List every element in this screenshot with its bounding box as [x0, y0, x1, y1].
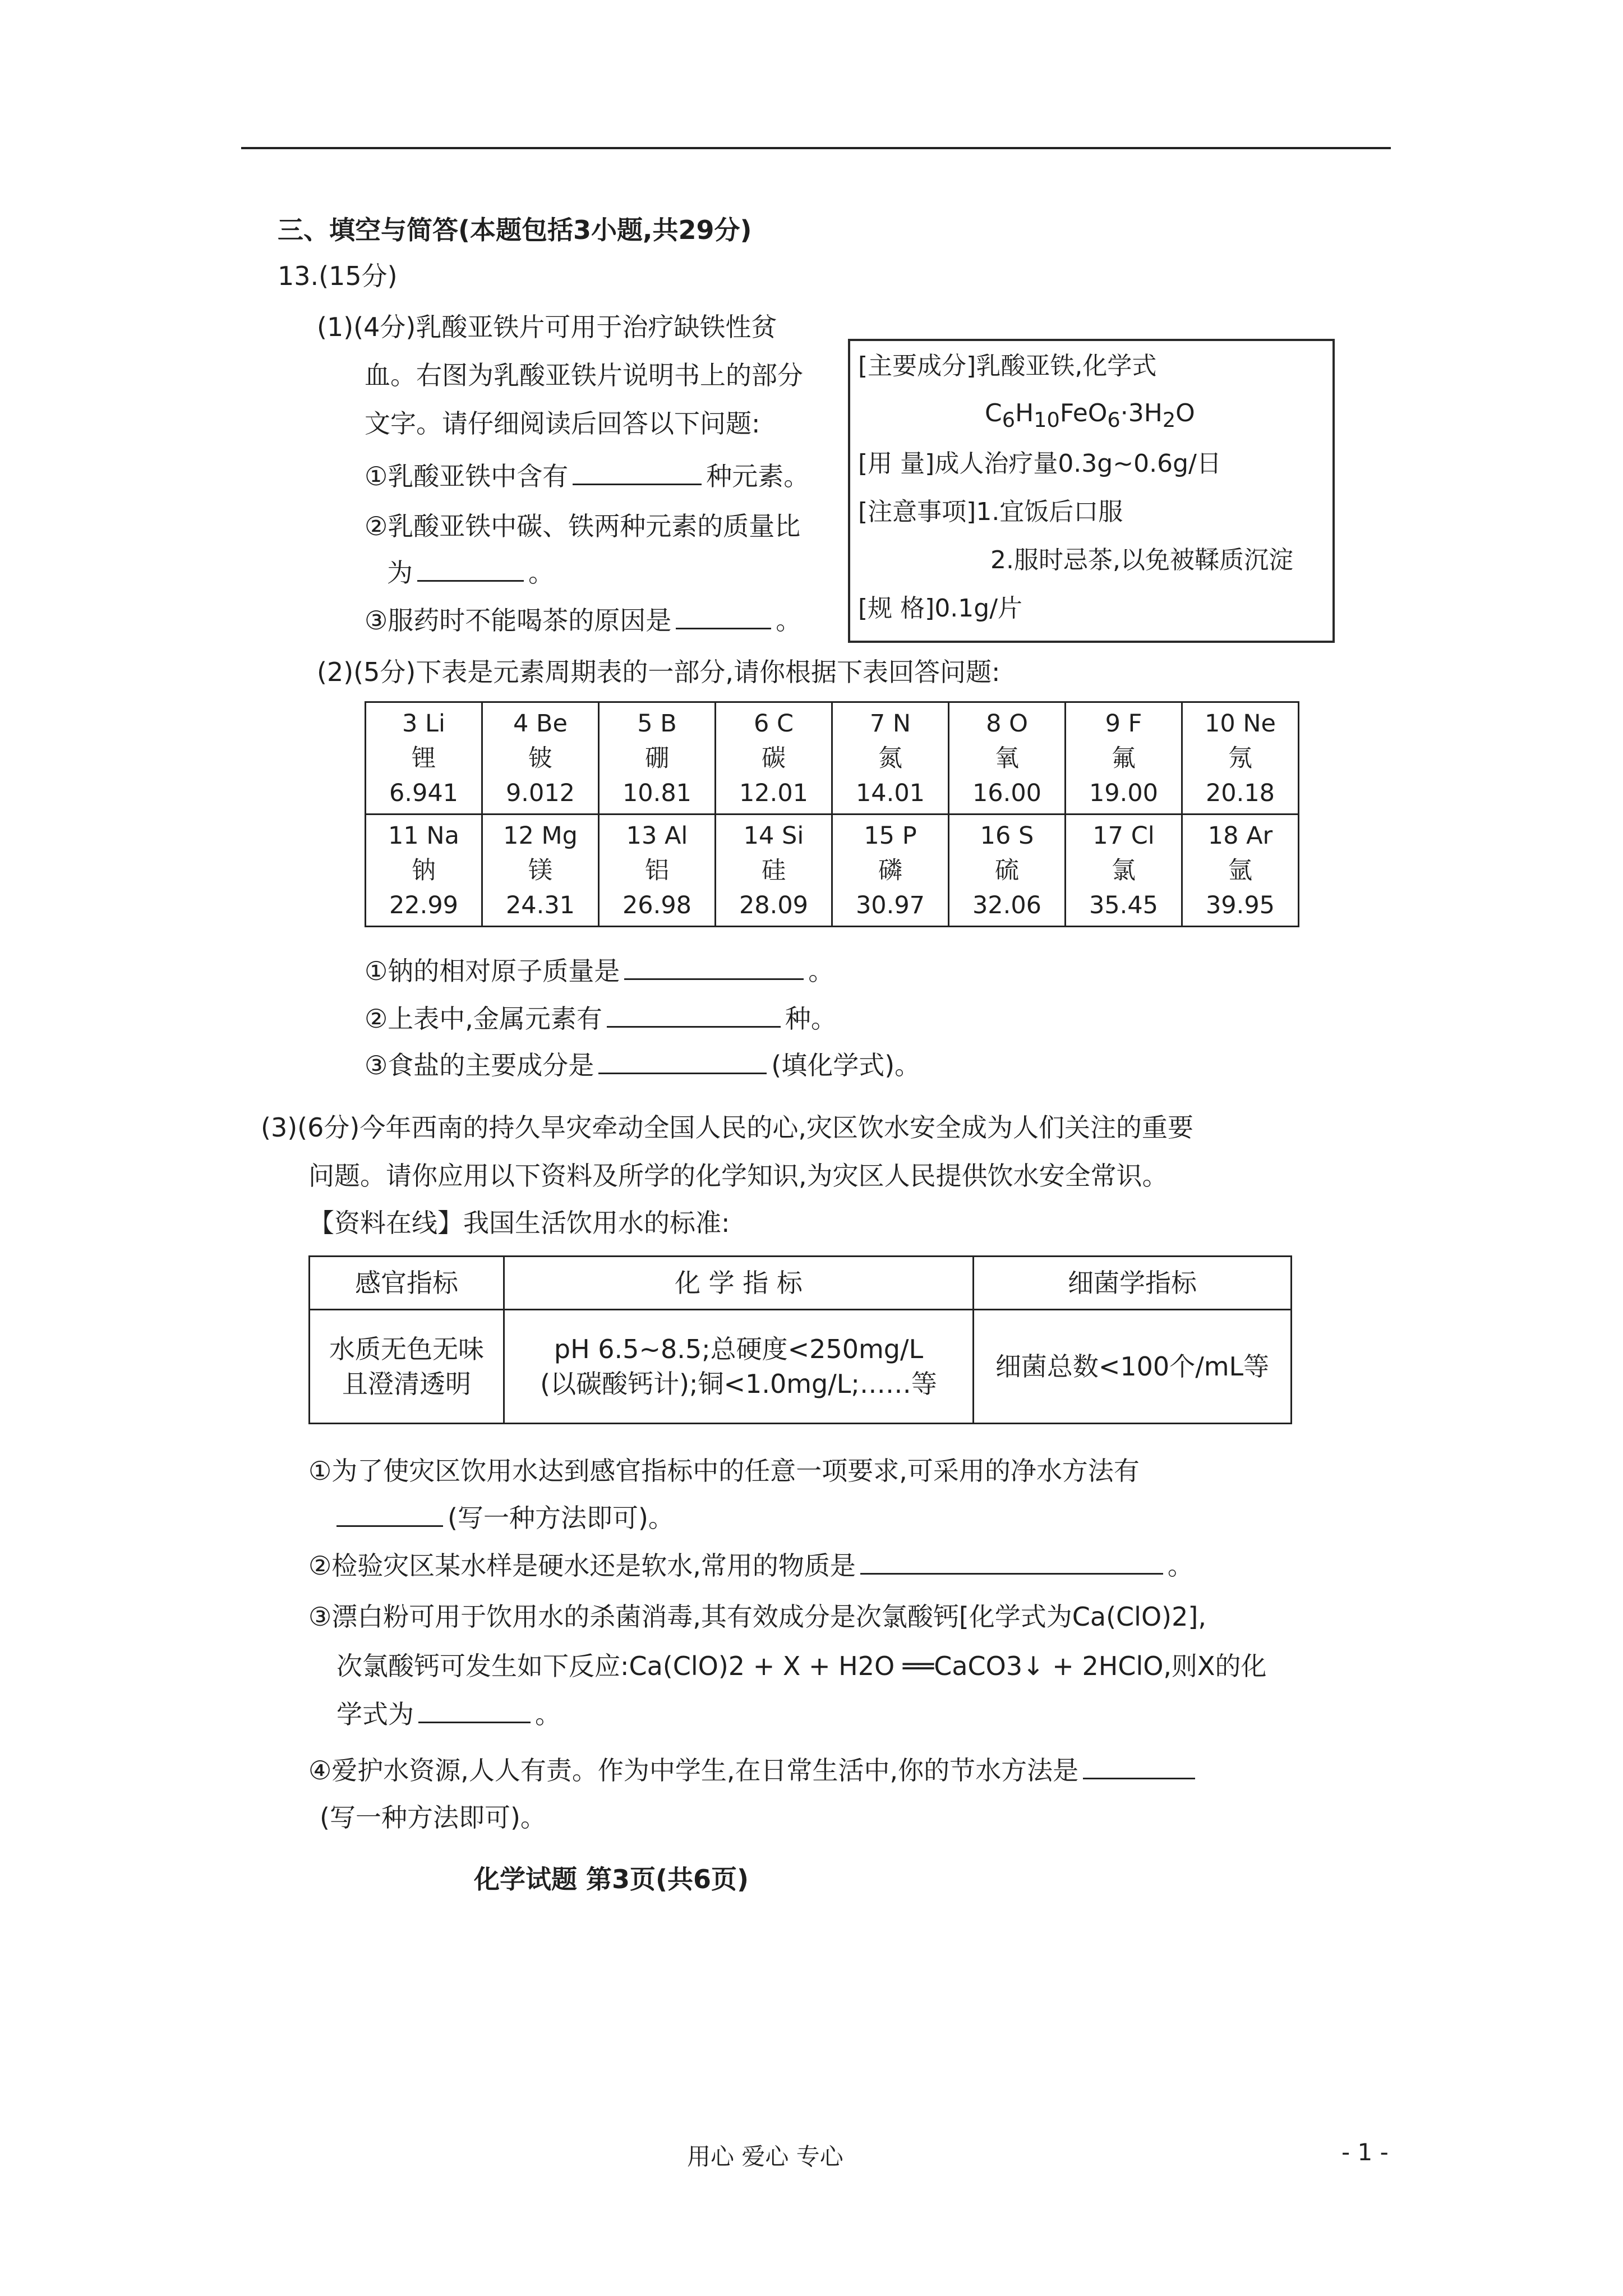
bacterial-cell: 细菌总数<100个/mL等 — [974, 1310, 1292, 1424]
element-cell: 6 C 碳 12.01 — [716, 702, 832, 815]
header-bacterial: 细菌学指标 — [974, 1257, 1292, 1310]
part3-question-3-line-3: 学式为 。 — [336, 1697, 561, 1731]
part1-intro-line-3: 文字。请仔细阅读后回答以下问题: — [365, 408, 760, 439]
answer-blank[interactable] — [860, 1548, 1163, 1575]
drinking-water-standard-table — [308, 1255, 1292, 1424]
chemical-cell: pH 6.5~8.5;总硬度<250mg/L (以碳酸钙计);铜<1.0mg/L;……等 — [504, 1310, 974, 1424]
element-cell: 8 O 氧 16.00 — [949, 702, 1066, 815]
dosage-line: [用 量]成人治疗量0.3g~0.6g/日 — [858, 449, 1221, 478]
part3-intro-line-1: (3)(6分)今年西南的持久旱灾牵动全国人民的心,灾区饮水安全成为人们关注的重要 — [261, 1112, 1193, 1143]
element-cell: 12 Mg 镁 24.31 — [482, 815, 599, 927]
element-cell: 16 S 硫 32.06 — [949, 815, 1066, 927]
element-cell: 7 N 氮 14.01 — [832, 702, 949, 815]
part3-question-4-line-1: ④爱护水资源,人人有责。作为中学生,在日常生活中,你的节水方法是 — [308, 1753, 1200, 1787]
element-cell: 10 Ne 氖 20.18 — [1182, 702, 1299, 815]
sensory-cell: 水质无色无味 且澄清透明 — [310, 1310, 504, 1424]
element-cell: 3 Li 锂 6.941 — [366, 702, 482, 815]
part3-question-4-line-2: (写一种方法即可)。 — [320, 1802, 546, 1833]
answer-blank[interactable] — [1083, 1753, 1195, 1779]
precautions-line-2: 2.服时忌茶,以免被鞣质沉淀 — [990, 546, 1293, 574]
element-cell: 9 F 氟 19.00 — [1066, 702, 1182, 815]
part2-intro: (2)(5分)下表是元素周期表的一部分,请你根据下表回答问题: — [317, 657, 1000, 687]
main-ingredient-line: [主要成分]乳酸亚铁,化学式 — [858, 352, 1157, 380]
part2-question-3: ③食盐的主要成分是 (填化学式)。 — [365, 1048, 920, 1082]
element-cell: 17 Cl 氯 35.45 — [1066, 815, 1182, 927]
answer-blank[interactable] — [624, 954, 804, 980]
element-cell: 5 B 硼 10.81 — [599, 702, 716, 815]
part2-question-2: ②上表中,金属元素有 种。 — [365, 1001, 837, 1036]
footer-page-number: - 1 - — [1341, 2138, 1389, 2166]
header-rule — [241, 147, 1391, 149]
element-cell: 14 Si 硅 28.09 — [716, 815, 832, 927]
element-cell: 13 Al 铝 26.98 — [599, 815, 716, 927]
periodic-row-period-3 — [366, 815, 1299, 927]
part3-question-3-line-1: ③漂白粉可用于饮用水的杀菌消毒,其有效成分是次氯酸钙[化学式为Ca(ClO)2], — [308, 1602, 1206, 1632]
part2-question-1: ①钠的相对原子质量是 。 — [365, 954, 834, 988]
question-13-label: 13.(15分) — [278, 261, 398, 291]
part3-question-2: ②检验灾区某水样是硬水还是软水,常用的物质是 。 — [308, 1548, 1193, 1582]
medicine-instructions-box — [848, 339, 1335, 643]
part1-question-3: ③服药时不能喝茶的原因是 。 — [365, 603, 801, 637]
periodic-row-period-2 — [366, 702, 1299, 815]
periodic-table — [365, 701, 1299, 927]
answer-blank[interactable] — [676, 603, 771, 629]
part3-question-3-line-2: 次氯酸钙可发生如下反应:Ca(ClO)2 + X + H2O ══CaCO3↓ + 2HClO,则X的化 — [336, 1651, 1267, 1681]
part1-intro-line-1: (1)(4分)乳酸亚铁片可用于治疗缺铁性贫 — [317, 312, 777, 342]
answer-blank[interactable] — [418, 1697, 531, 1723]
element-cell: 15 P 磷 30.97 — [832, 815, 949, 927]
part3-question-1-line-1: ①为了使灾区饮用水达到感官指标中的任意一项要求,可采用的净水方法有 — [308, 1456, 1140, 1486]
answer-blank[interactable] — [573, 459, 702, 485]
chemical-formula: $C_6H_{10}FeO_6\cdot 3H_2O$ — [985, 399, 1195, 432]
part3-question-1-line-2: (写一种方法即可)。 — [336, 1501, 674, 1535]
part1-intro-line-2: 血。右图为乳酸亚铁片说明书上的部分 — [365, 360, 803, 390]
header-chemical: 化 学 指 标 — [504, 1257, 974, 1310]
part1-question-2-line-2: 为 。 — [387, 555, 554, 590]
answer-blank[interactable] — [417, 555, 524, 582]
element-cell: 18 Ar 氩 39.95 — [1182, 815, 1299, 927]
footer-slogan: 用心 爱心 专心 — [687, 2143, 843, 2170]
table-row — [310, 1310, 1292, 1424]
answer-blank[interactable] — [336, 1501, 443, 1527]
part1-question-2-line-1: ②乳酸亚铁中碳、铁两种元素的质量比 — [365, 511, 801, 541]
element-cell: 4 Be 铍 9.012 — [482, 702, 599, 815]
page-label: 化学试题 第3页(共6页) — [474, 1864, 749, 1894]
answer-blank[interactable] — [607, 1001, 781, 1028]
precautions-line-1: [注意事项]1.宜饭后口服 — [858, 498, 1123, 526]
resource-label: 【资料在线】我国生活饮用水的标准: — [308, 1208, 730, 1238]
section-heading: 三、填空与简答(本题包括3小题,共29分) — [278, 215, 752, 245]
part1-question-1: ①乳酸亚铁中含有 种元素。 — [365, 459, 809, 493]
table-header-row — [310, 1257, 1292, 1310]
part3-intro-line-2: 问题。请你应用以下资料及所学的化学知识,为灾区人民提供饮水安全常识。 — [308, 1161, 1168, 1191]
specification-line: [规 格]0.1g/片 — [858, 594, 1023, 623]
header-sensory: 感官指标 — [310, 1257, 504, 1310]
answer-blank[interactable] — [598, 1048, 767, 1074]
element-cell: 11 Na 钠 22.99 — [366, 815, 482, 927]
